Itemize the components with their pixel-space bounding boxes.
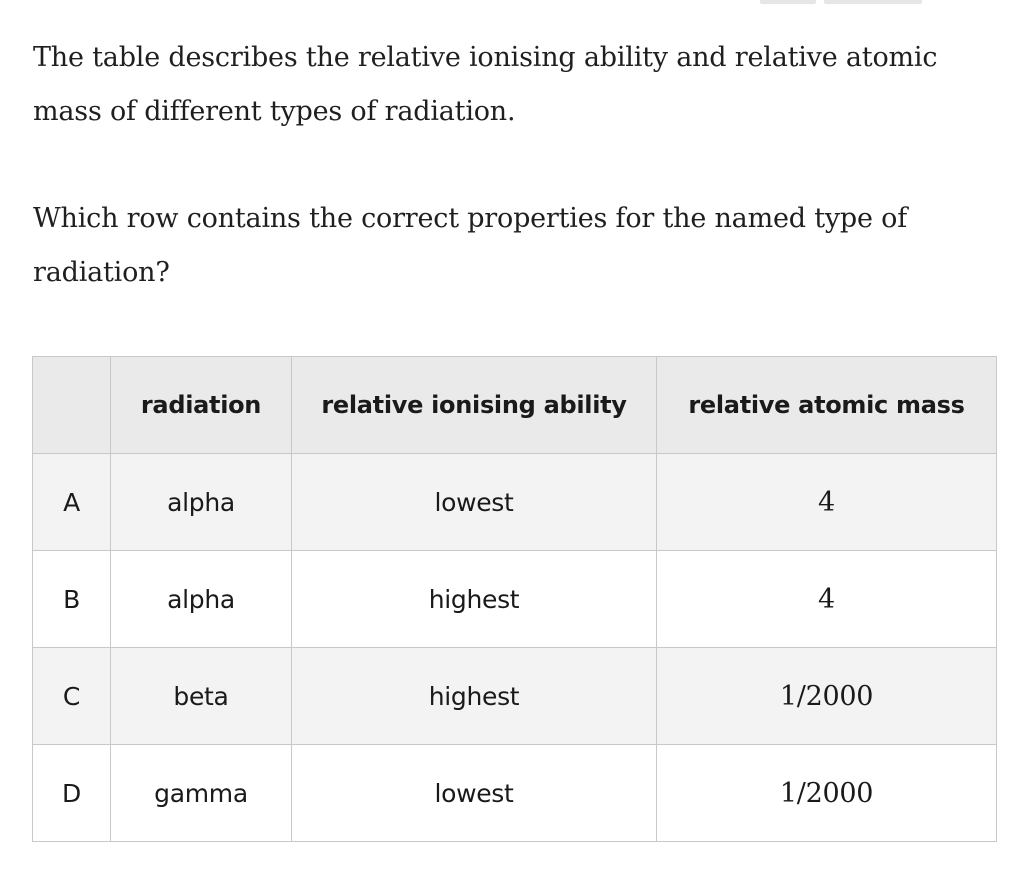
question-prompt-text: Which row contains the correct properties for the named type of radiation?	[33, 203, 908, 288]
header-radiation: radiation	[111, 357, 292, 454]
ionising-ability-cell: highest	[292, 648, 657, 745]
atomic-mass-cell: 1/2000	[657, 745, 997, 842]
option-letter: D	[33, 745, 111, 842]
table-header-row	[33, 357, 997, 454]
question-intro-text: The table describes the relative ionising ability and relative atomic mass of different types of radiation.	[33, 42, 938, 127]
atomic-mass-cell: 4	[657, 454, 997, 551]
option-letter: B	[33, 551, 111, 648]
answer-options-table	[32, 356, 997, 842]
radiation-cell: alpha	[111, 551, 292, 648]
table-row-option-d[interactable]	[33, 745, 997, 842]
radiation-cell: gamma	[111, 745, 292, 842]
ionising-ability-cell: lowest	[292, 454, 657, 551]
top-tab-marker	[824, 0, 922, 4]
table-row-option-b[interactable]	[33, 551, 997, 648]
radiation-cell: alpha	[111, 454, 292, 551]
table-row-option-a[interactable]	[33, 454, 997, 551]
top-tab-marker	[760, 0, 816, 4]
top-tab-markers	[0, 0, 1015, 6]
ionising-ability-cell: highest	[292, 551, 657, 648]
atomic-mass-cell: 1/2000	[657, 648, 997, 745]
option-letter: A	[33, 454, 111, 551]
atomic-mass-cell: 4	[657, 551, 997, 648]
header-relative-ionising-ability: relative ionising ability	[292, 357, 657, 454]
ionising-ability-cell: lowest	[292, 745, 657, 842]
option-letter: C	[33, 648, 111, 745]
header-relative-atomic-mass: relative atomic mass	[657, 357, 997, 454]
header-option	[33, 357, 111, 454]
table-row-option-c[interactable]	[33, 648, 997, 745]
radiation-cell: beta	[111, 648, 292, 745]
